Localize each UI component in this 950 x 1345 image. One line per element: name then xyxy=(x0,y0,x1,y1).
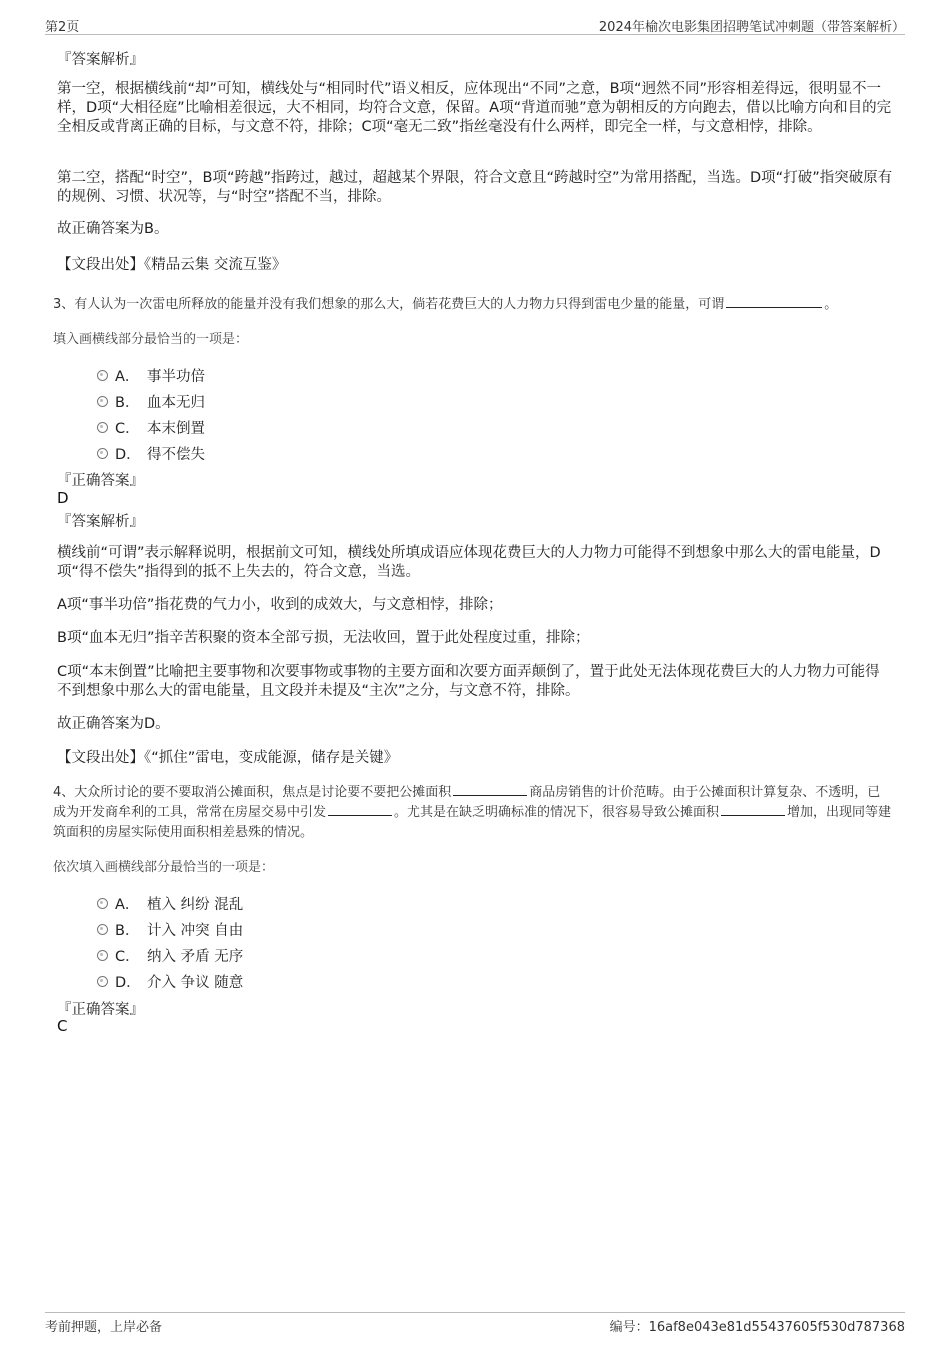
question-3-hint: 填入画横线部分最恰当的一项是： xyxy=(53,332,249,347)
option-letter: A． xyxy=(115,369,140,385)
radio-icon[interactable] xyxy=(97,950,108,961)
option-text: 本末倒置 xyxy=(147,421,205,437)
correct-answer: C xyxy=(57,1017,68,1035)
question-4-stem xyxy=(53,783,893,843)
correct-answer-label: 『正确答案』 xyxy=(57,473,144,489)
analysis-conclusion: 故正确答案为D。 xyxy=(57,716,170,732)
radio-icon[interactable] xyxy=(97,370,108,381)
fill-blank xyxy=(726,295,822,308)
code-label: 编号： xyxy=(609,1320,649,1335)
question-stem-text: 3、有人认为一次雷电所释放的能量并没有我们想象的那么大，倘若花费巨大的人力物力只得到雷电少量的能量，可谓 xyxy=(53,297,725,312)
correct-answer: D xyxy=(57,489,69,507)
radio-icon[interactable] xyxy=(97,396,108,407)
question-3-stem xyxy=(53,295,889,315)
option-text: 植入 纠纷 混乱 xyxy=(147,897,244,913)
option-letter: C． xyxy=(115,421,140,437)
option-letter: B． xyxy=(115,923,140,939)
fill-blank xyxy=(453,783,527,796)
analysis-paragraph: 第一空，根据横线前“却”可知，横线处与“相同时代”语义相反，应体现出“不同”之意，B项“迥然不同”形容相差得远，很明显不一样，D项“大相径庭”比喻相差很远，大不相同，均符合文意，保留。A项“背道而驰”意为朝相反的方向跑去，借以比喻方向和目的完全相反或背离正确的目标，与文意不符，排除；C项“毫无二致”指丝毫没有什么两样，即完全一样，与文意相悖，排除。 xyxy=(57,81,892,135)
analysis-conclusion: 故正确答案为B。 xyxy=(57,221,169,237)
option-letter: C． xyxy=(115,949,140,965)
source-citation: 【文段出处】《“抓住”雷电，变成能源，储存是关键》 xyxy=(57,750,399,766)
analysis-label: 『答案解析』 xyxy=(57,52,144,68)
footer-slogan: 考前押题，上岸必备 xyxy=(45,1320,163,1335)
option-text: 血本无归 xyxy=(147,395,205,411)
radio-icon[interactable] xyxy=(97,976,108,987)
fill-blank xyxy=(328,803,392,816)
fill-blank xyxy=(721,803,785,816)
question-stem-text: 增加，出现同等建筑面积的房屋实际使用面积相差悬殊的情况。 xyxy=(53,805,892,840)
question-stem-text: 4、大众所讨论的要不要取消公摊面积，焦点是讨论要不要把公摊面积 xyxy=(53,785,452,800)
analysis-paragraph: 横线前“可谓”表示解释说明，根据前文可知，横线处所填成语应体现花费巨大的人力物力可能得不到想象中那么大的雷电能量，D项“得不偿失”指得到的抵不上失去的，符合文意，当选。 xyxy=(57,545,881,580)
option-letter: D． xyxy=(115,975,141,991)
page-number: 第2页 xyxy=(45,20,80,35)
option-text: 事半功倍 xyxy=(147,369,205,385)
option-text: 计入 冲突 自由 xyxy=(147,923,244,939)
radio-icon[interactable] xyxy=(97,448,108,459)
radio-icon[interactable] xyxy=(97,422,108,433)
analysis-label: 『答案解析』 xyxy=(57,514,144,530)
correct-answer-label: 『正确答案』 xyxy=(57,1002,144,1018)
question-stem-text: 。尤其是在缺乏明确标准的情况下，很容易导致公摊面积 xyxy=(394,805,720,820)
code-value: 16af8e043e81d55437605f530d787368 xyxy=(648,1320,905,1335)
question-4-hint: 依次填入画横线部分最恰当的一项是： xyxy=(53,860,275,875)
option-letter: B． xyxy=(115,395,140,411)
option-text: 纳入 矛盾 无序 xyxy=(147,949,244,965)
question-stem-text: 。 xyxy=(824,297,838,312)
document-title: 2024年榆次电影集团招聘笔试冲刺题（带答案解析） xyxy=(598,20,905,35)
radio-icon[interactable] xyxy=(97,924,108,935)
option-text: 介入 争议 随意 xyxy=(147,975,244,991)
analysis-paragraph: A项“事半功倍”指花费的气力小，收到的成效大，与文意相悖，排除； xyxy=(57,597,503,613)
option-letter: D． xyxy=(115,447,141,463)
source-citation: 【文段出处】《精品云集 交流互鉴》 xyxy=(57,257,287,273)
document-code xyxy=(610,1316,905,1335)
option-letter: A． xyxy=(115,897,140,913)
analysis-paragraph: 第二空，搭配“时空”，B项“跨越”指跨过，越过，超越某个界限，符合文意且“跨越时空”为常用搭配，当选。D项“打破”指突破原有的规例、习惯、状况等，与“时空”搭配不当，排除。 xyxy=(57,170,893,205)
page-footer xyxy=(45,1312,905,1337)
analysis-paragraph: B项“血本无归”指辛苦积聚的资本全部亏损，无法收回，置于此处程度过重，排除； xyxy=(57,630,590,646)
option-text: 得不偿失 xyxy=(147,447,205,463)
page-header xyxy=(45,14,905,35)
analysis-paragraph: C项“本末倒置”比喻把主要事物和次要事物或事物的主要方面和次要方面弄颠倒了，置于此处无法体现花费巨大的人力物力可能得不到想象中那么大的雷电能量，且文段并未提及“主次”之分，与文意不符，排除。 xyxy=(57,664,880,699)
question-stem-text: 商品房销售的计价范畴。由于公摊面积计算复杂、不透明，已成为开发商牟利的工具，常常在房屋交易中引发 xyxy=(53,785,881,820)
radio-icon[interactable] xyxy=(97,898,108,909)
